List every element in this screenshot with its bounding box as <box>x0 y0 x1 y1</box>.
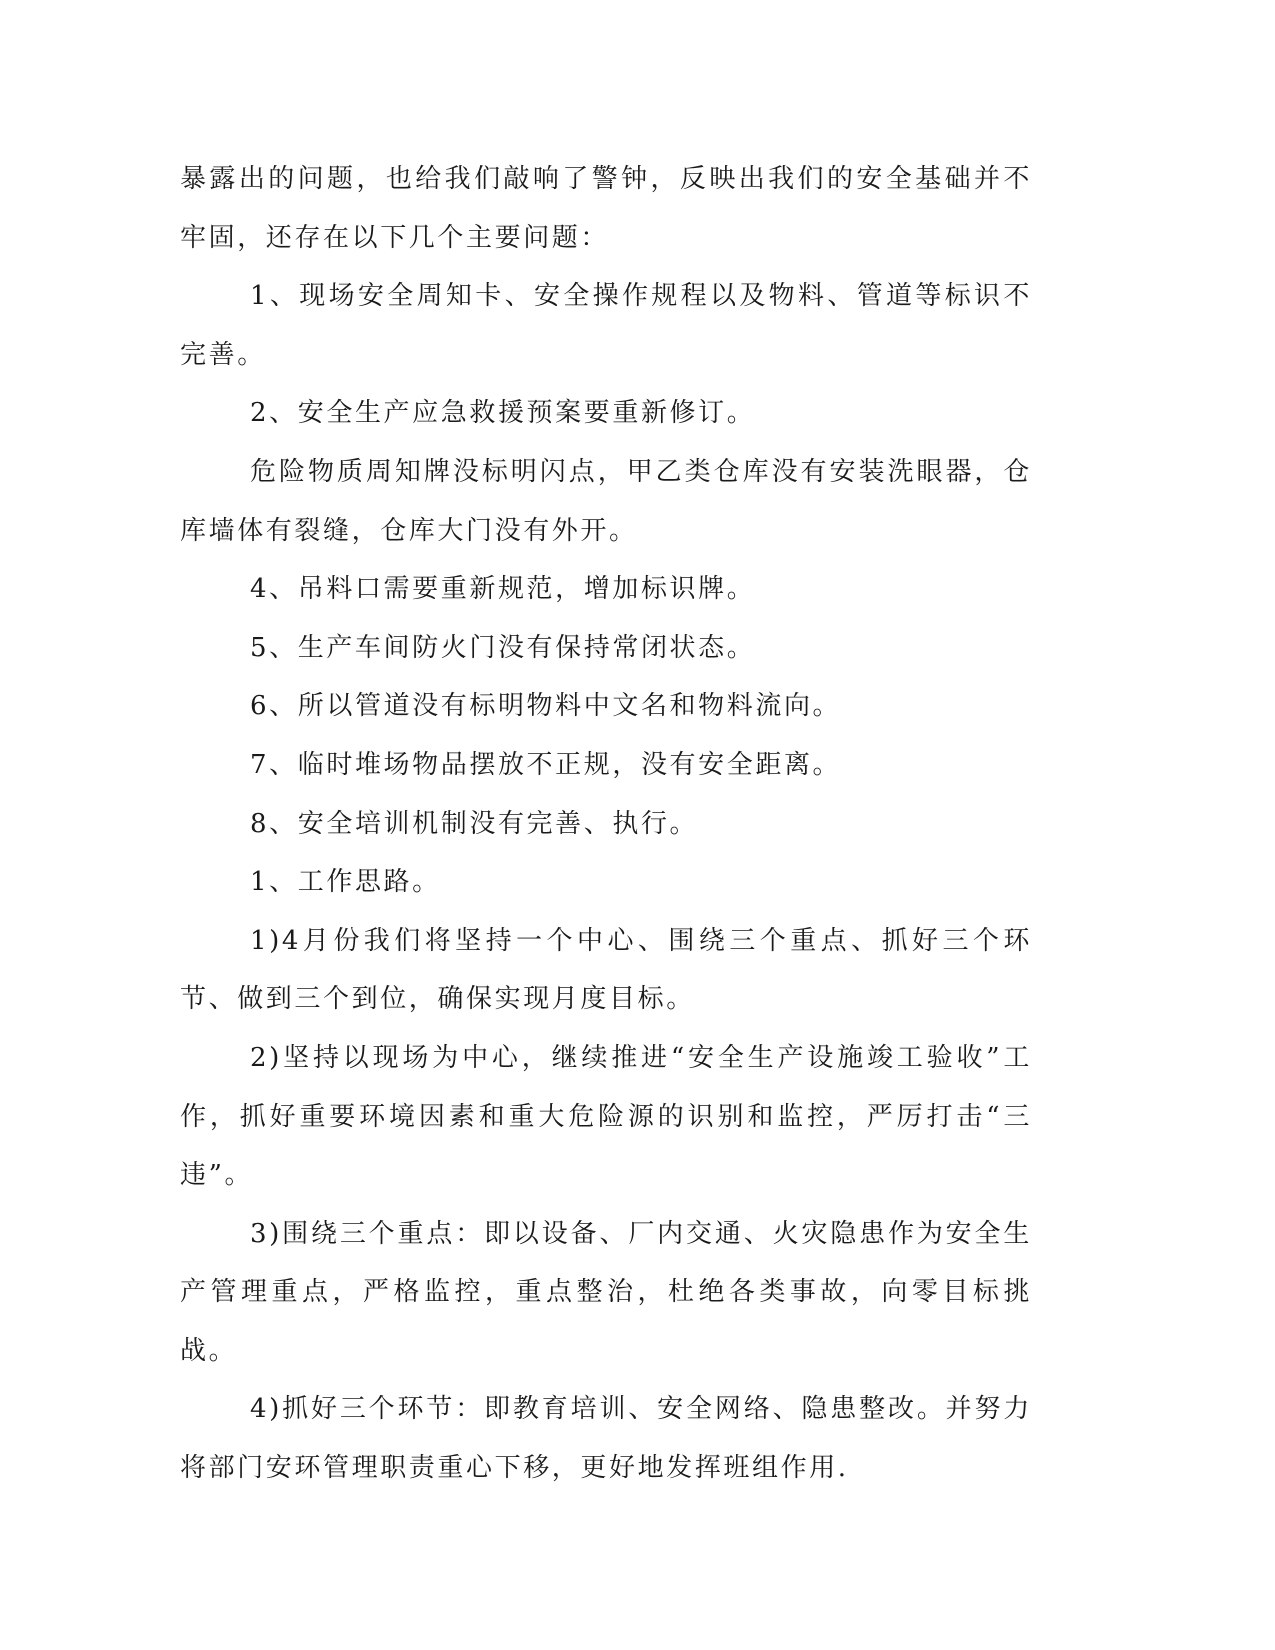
paragraph-issue-7: 7、临时堆场物品摆放不正规，没有安全距离。 <box>250 749 842 780</box>
paragraph-plan-4: 4)抓好三个环节：即教育培训、安全网络、隐患整改。并努力将部门安环管理职责重心下移，更好地发挥班组作用. <box>180 1394 1032 1484</box>
paragraph-issue-6: 6、所以管道没有标明物料中文名和物料流向。 <box>250 691 842 722</box>
paragraph-plan-3: 3)围绕三个重点：即以设备、厂内交通、火灾隐患作为安全生产管理重点，严格监控，重点整治，杜绝各类事故，向零目标挑战。 <box>180 1218 1032 1366</box>
paragraph-issue-2: 2、安全生产应急救援预案要重新修订。 <box>250 398 756 429</box>
paragraph-plan-1: 1)4月份我们将坚持一个中心、围绕三个重点、抓好三个环节、做到三个到位，确保实现月度目标。 <box>180 925 1032 1015</box>
paragraph-issue-8: 8、安全培训机制没有完善、执行。 <box>250 808 699 839</box>
paragraph-plan-2: 2)坚持以现场为中心，继续推进“安全生产设施竣工验收”工作，抓好重要环境因素和重大危险源的识别和监控，严厉打击“三违”。 <box>180 1042 1032 1191</box>
paragraph-issue-1: 1、现场安全周知卡、安全操作规程以及物料、管道等标识不完善。 <box>180 281 1032 370</box>
paragraph-issue-4: 4、吊料口需要重新规范，增加标识牌。 <box>250 574 756 605</box>
paragraph-issue-5: 5、生产车间防火门没有保持常闭状态。 <box>250 632 756 663</box>
document-body <box>180 150 1032 1498</box>
paragraph-work-approach-heading: 1、工作思路。 <box>250 867 441 898</box>
paragraph-problems-intro: 暴露出的问题，也给我们敲响了警钟，反映出我们的安全基础并不牢固，还存在以下几个主要问题： <box>180 164 1032 253</box>
paragraph-issue-3: 危险物质周知牌没标明闪点，甲乙类仓库没有安装洗眼器，仓库墙体有裂缝，仓库大门没有外开。 <box>180 456 1032 546</box>
